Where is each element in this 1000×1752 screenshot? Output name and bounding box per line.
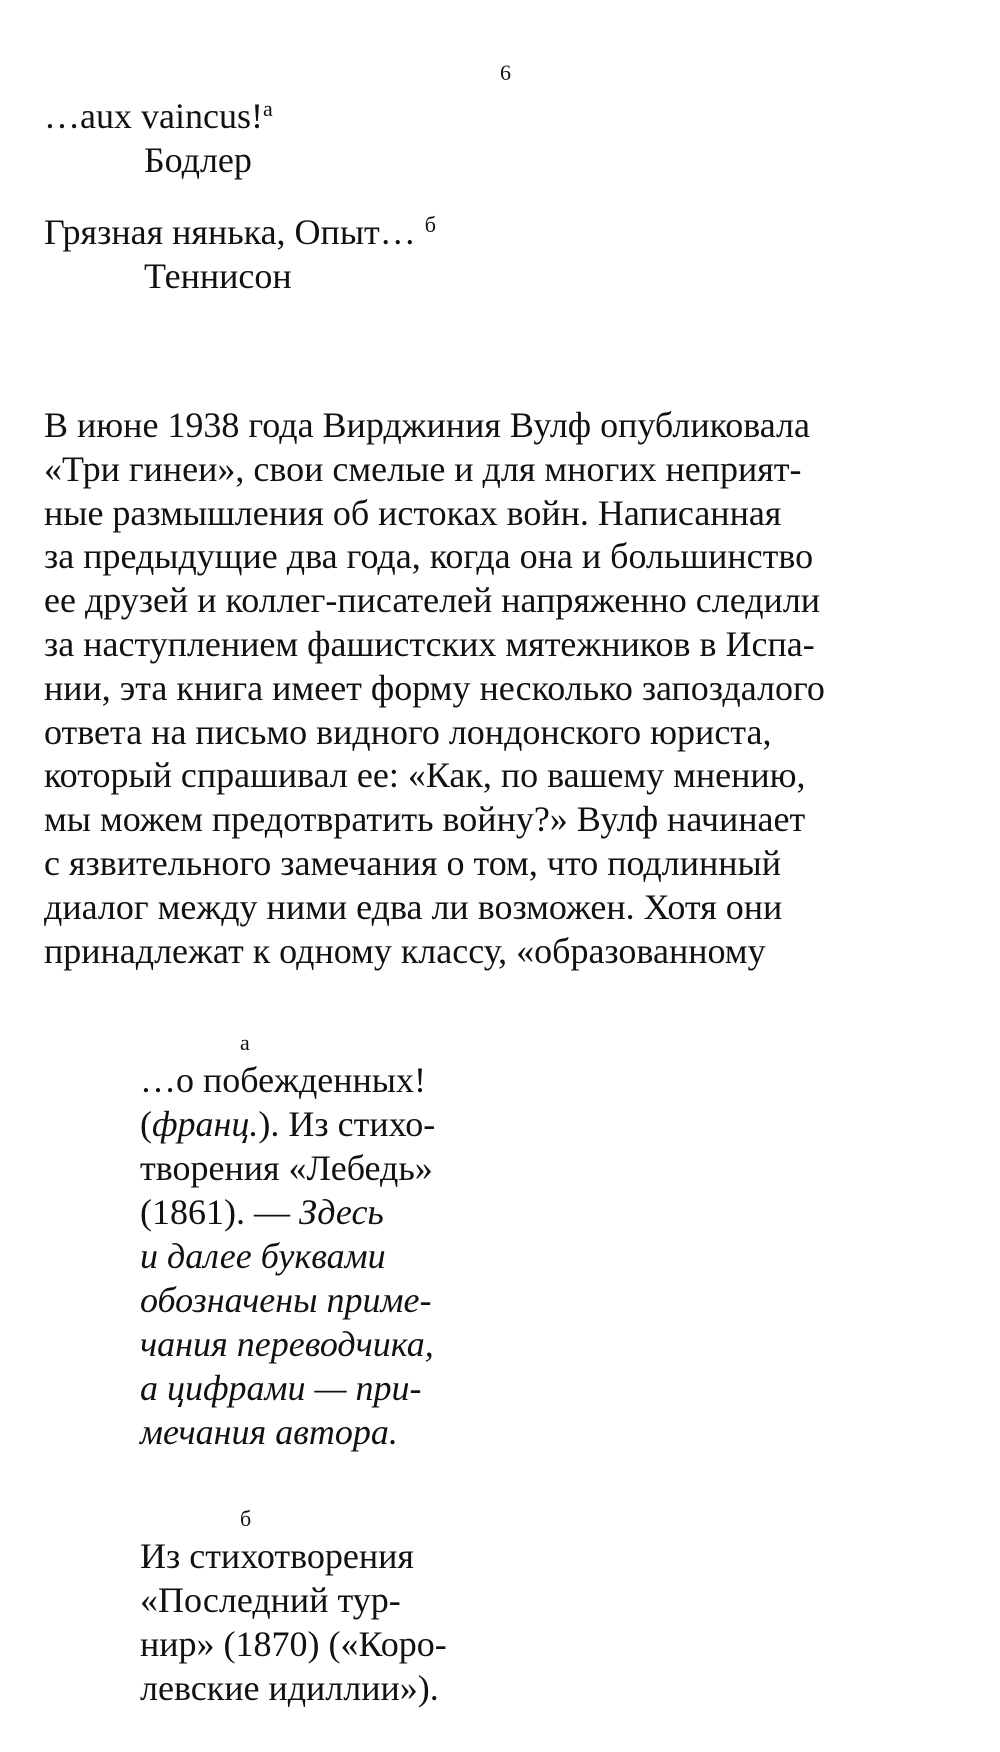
main-paragraph <box>44 404 994 973</box>
footnote-reference-a: а <box>262 96 273 121</box>
footnote-line: мечания автора. <box>140 1412 398 1452</box>
text-line: за предыдущие два года, когда она и большинство <box>44 536 814 577</box>
text-line: ные размышления об истоках войн. Написанная <box>44 492 782 533</box>
footnote-line: нир» (1870) («Коро- <box>140 1624 447 1664</box>
footnote-line: (1861). — Здесь <box>140 1192 384 1232</box>
text-line: с язвительного замечания о том, что подлинный <box>44 842 781 883</box>
footnote-marker-a: а <box>240 1030 250 1055</box>
footnote-line: обозначены приме- <box>140 1280 432 1320</box>
text-line: ответа на письмо видного лондонского юриста, <box>44 711 772 752</box>
text-line: диалог между ними едва ли возможен. Хотя они <box>44 886 783 927</box>
footnote-line: Из стихотворения <box>140 1536 414 1576</box>
epigraph-author: Бодлер <box>144 140 252 180</box>
footnote-line: «Последний тур- <box>140 1580 401 1620</box>
text-line: ее друзей и коллег-писателей напряженно следили <box>44 580 821 621</box>
text-line: В июне 1938 года Вирджиния Вулф опубликовала <box>44 405 811 445</box>
epigraph-baudelaire <box>44 94 644 182</box>
text-line: нии, эта книга имеет форму несколько запоздалого <box>44 667 825 708</box>
epigraph-quote: …aux vaincus!$^а$ <box>44 96 273 136</box>
epigraph-author: Теннисон <box>144 256 292 296</box>
footnote-line: и далее буквами <box>140 1236 386 1276</box>
footnote-line: левские идиллии»). <box>140 1668 439 1708</box>
page-number: 6 <box>500 60 511 85</box>
footnote-reference-b: б <box>424 212 436 237</box>
epigraph-tennyson <box>44 210 644 298</box>
text-line: «Три гинеи», свои смелые и для многих неприят- <box>44 448 802 489</box>
footnote-line: …о побежденных! <box>140 1060 426 1100</box>
footnote-line: (франц.). Из стихо- <box>140 1104 436 1144</box>
footnote-line: творения «Лебедь» <box>140 1148 433 1188</box>
footnote-line: чания переводчика, <box>140 1324 434 1364</box>
footnote-marker-b: б <box>240 1506 252 1531</box>
epigraph-quote: Грязная нянька, Опыт… $^б$ <box>44 212 436 252</box>
text-line: мы можем предотвратить войну?» Вулф начинает <box>44 799 806 840</box>
footnote-b <box>140 1534 520 1710</box>
text-line: который спрашивал ее: «Как, по вашему мнению, <box>44 755 806 796</box>
text-line: принадлежат к одному классу, «образованному <box>44 930 766 971</box>
footnote-line: а цифрами — при- <box>140 1368 422 1408</box>
footnote-a <box>140 1058 520 1454</box>
text-line: за наступлением фашистских мятежников в Испа- <box>44 623 815 664</box>
